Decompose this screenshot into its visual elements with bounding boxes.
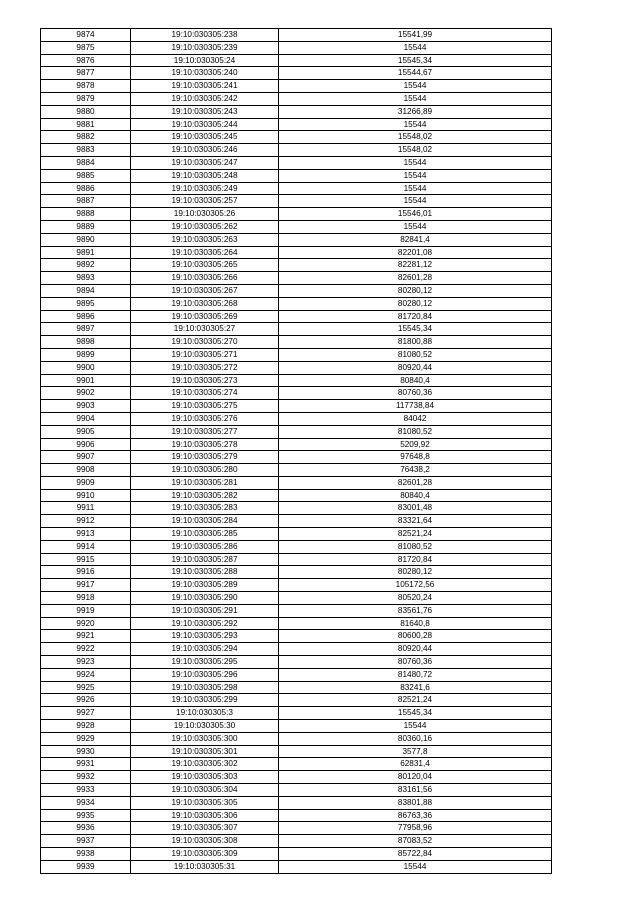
- cadastral-number-cell: 19:10:030305:257: [131, 195, 279, 208]
- cadastral-number-cell: 19:10:030305:303: [131, 771, 279, 784]
- table-row: [41, 246, 552, 259]
- value-cell: 82601,28: [279, 476, 552, 489]
- cadastral-number-cell: 19:10:030305:241: [131, 80, 279, 93]
- cadastral-number-cell: 19:10:030305:280: [131, 464, 279, 477]
- row-number-cell: 9905: [41, 425, 131, 438]
- table-row: [41, 195, 552, 208]
- value-cell: 15544: [279, 80, 552, 93]
- row-number-cell: 9909: [41, 476, 131, 489]
- row-number-cell: 9882: [41, 131, 131, 144]
- table-body: [41, 29, 552, 874]
- value-cell: 80760,36: [279, 387, 552, 400]
- row-number-cell: 9939: [41, 860, 131, 873]
- table-row: [41, 272, 552, 285]
- cadastral-number-cell: 19:10:030305:284: [131, 515, 279, 528]
- value-cell: 80280,12: [279, 297, 552, 310]
- table-row: [41, 758, 552, 771]
- row-number-cell: 9914: [41, 540, 131, 553]
- value-cell: 15544: [279, 220, 552, 233]
- cadastral-number-cell: 19:10:030305:249: [131, 182, 279, 195]
- cadastral-number-cell: 19:10:030305:274: [131, 387, 279, 400]
- value-cell: 80920,44: [279, 361, 552, 374]
- row-number-cell: 9904: [41, 412, 131, 425]
- cadastral-number-cell: 19:10:030305:277: [131, 425, 279, 438]
- row-number-cell: 9896: [41, 310, 131, 323]
- cadastral-number-cell: 19:10:030305:306: [131, 809, 279, 822]
- table-row: [41, 617, 552, 630]
- table-row: [41, 67, 552, 80]
- row-number-cell: 9876: [41, 54, 131, 67]
- cadastral-number-cell: 19:10:030305:290: [131, 592, 279, 605]
- value-cell: 15544: [279, 720, 552, 733]
- table-row: [41, 118, 552, 131]
- cadastral-number-cell: 19:10:030305:242: [131, 92, 279, 105]
- row-number-cell: 9874: [41, 29, 131, 42]
- table-row: [41, 220, 552, 233]
- value-cell: 80920,44: [279, 643, 552, 656]
- value-cell: 105172,56: [279, 579, 552, 592]
- value-cell: 82281,12: [279, 259, 552, 272]
- row-number-cell: 9880: [41, 105, 131, 118]
- row-number-cell: 9916: [41, 566, 131, 579]
- table-row: [41, 515, 552, 528]
- table-row: [41, 732, 552, 745]
- document-page: [40, 28, 551, 874]
- cadastral-number-cell: 19:10:030305:269: [131, 310, 279, 323]
- cadastral-number-cell: 19:10:030305:24: [131, 54, 279, 67]
- table-row: [41, 438, 552, 451]
- row-number-cell: 9875: [41, 41, 131, 54]
- row-number-cell: 9877: [41, 67, 131, 80]
- cadastral-number-cell: 19:10:030305:308: [131, 835, 279, 848]
- value-cell: 80280,12: [279, 566, 552, 579]
- row-number-cell: 9910: [41, 489, 131, 502]
- row-number-cell: 9923: [41, 656, 131, 669]
- cadastral-number-cell: 19:10:030305:267: [131, 284, 279, 297]
- row-number-cell: 9900: [41, 361, 131, 374]
- table-row: [41, 336, 552, 349]
- row-number-cell: 9899: [41, 348, 131, 361]
- row-number-cell: 9915: [41, 553, 131, 566]
- row-number-cell: 9932: [41, 771, 131, 784]
- cadastral-number-cell: 19:10:030305:307: [131, 822, 279, 835]
- cadastral-number-cell: 19:10:030305:271: [131, 348, 279, 361]
- table-row: [41, 630, 552, 643]
- row-number-cell: 9918: [41, 592, 131, 605]
- row-number-cell: 9881: [41, 118, 131, 131]
- table-row: [41, 80, 552, 93]
- table-row: [41, 233, 552, 246]
- row-number-cell: 9897: [41, 323, 131, 336]
- cadastral-number-cell: 19:10:030305:247: [131, 156, 279, 169]
- value-cell: 80840,4: [279, 489, 552, 502]
- row-number-cell: 9924: [41, 668, 131, 681]
- value-cell: 80760,36: [279, 656, 552, 669]
- table-row: [41, 412, 552, 425]
- row-number-cell: 9913: [41, 528, 131, 541]
- table-row: [41, 208, 552, 221]
- cadastral-number-cell: 19:10:030305:293: [131, 630, 279, 643]
- cadastral-number-cell: 19:10:030305:263: [131, 233, 279, 246]
- table-row: [41, 771, 552, 784]
- value-cell: 15544: [279, 182, 552, 195]
- row-number-cell: 9917: [41, 579, 131, 592]
- cadastral-number-cell: 19:10:030305:243: [131, 105, 279, 118]
- table-row: [41, 860, 552, 873]
- row-number-cell: 9922: [41, 643, 131, 656]
- cadastral-number-cell: 19:10:030305:304: [131, 784, 279, 797]
- row-number-cell: 9920: [41, 617, 131, 630]
- value-cell: 87083,52: [279, 835, 552, 848]
- cadastral-number-cell: 19:10:030305:27: [131, 323, 279, 336]
- cadastral-number-cell: 19:10:030305:246: [131, 144, 279, 157]
- cadastral-number-cell: 19:10:030305:272: [131, 361, 279, 374]
- value-cell: 84042: [279, 412, 552, 425]
- table-row: [41, 604, 552, 617]
- table-row: [41, 809, 552, 822]
- row-number-cell: 9887: [41, 195, 131, 208]
- cadastral-number-cell: 19:10:030305:283: [131, 502, 279, 515]
- row-number-cell: 9930: [41, 745, 131, 758]
- table-row: [41, 400, 552, 413]
- value-cell: 15545,34: [279, 54, 552, 67]
- table-row: [41, 284, 552, 297]
- cadastral-number-cell: 19:10:030305:270: [131, 336, 279, 349]
- row-number-cell: 9898: [41, 336, 131, 349]
- row-number-cell: 9891: [41, 246, 131, 259]
- cadastral-number-cell: 19:10:030305:300: [131, 732, 279, 745]
- cadastral-number-cell: 19:10:030305:31: [131, 860, 279, 873]
- cadastral-number-cell: 19:10:030305:309: [131, 848, 279, 861]
- row-number-cell: 9907: [41, 451, 131, 464]
- cadastral-number-cell: 19:10:030305:291: [131, 604, 279, 617]
- cadastral-number-cell: 19:10:030305:240: [131, 67, 279, 80]
- value-cell: 85722,84: [279, 848, 552, 861]
- row-number-cell: 9889: [41, 220, 131, 233]
- data-table: [40, 28, 552, 874]
- value-cell: 15541,99: [279, 29, 552, 42]
- row-number-cell: 9927: [41, 707, 131, 720]
- row-number-cell: 9890: [41, 233, 131, 246]
- value-cell: 81800,88: [279, 336, 552, 349]
- row-number-cell: 9912: [41, 515, 131, 528]
- row-number-cell: 9894: [41, 284, 131, 297]
- cadastral-number-cell: 19:10:030305:265: [131, 259, 279, 272]
- row-number-cell: 9906: [41, 438, 131, 451]
- row-number-cell: 9888: [41, 208, 131, 221]
- row-number-cell: 9938: [41, 848, 131, 861]
- table-row: [41, 579, 552, 592]
- row-number-cell: 9929: [41, 732, 131, 745]
- table-row: [41, 489, 552, 502]
- value-cell: 15548,02: [279, 144, 552, 157]
- value-cell: 81080,52: [279, 425, 552, 438]
- value-cell: 15544: [279, 118, 552, 131]
- cadastral-number-cell: 19:10:030305:289: [131, 579, 279, 592]
- cadastral-number-cell: 19:10:030305:278: [131, 438, 279, 451]
- row-number-cell: 9919: [41, 604, 131, 617]
- value-cell: 15544,67: [279, 67, 552, 80]
- row-number-cell: 9934: [41, 796, 131, 809]
- table-row: [41, 464, 552, 477]
- value-cell: 15545,34: [279, 707, 552, 720]
- value-cell: 80840,4: [279, 374, 552, 387]
- value-cell: 15544: [279, 860, 552, 873]
- value-cell: 83001,48: [279, 502, 552, 515]
- table-row: [41, 553, 552, 566]
- table-row: [41, 131, 552, 144]
- table-row: [41, 169, 552, 182]
- row-number-cell: 9911: [41, 502, 131, 515]
- cadastral-number-cell: 19:10:030305:282: [131, 489, 279, 502]
- cadastral-number-cell: 19:10:030305:30: [131, 720, 279, 733]
- cadastral-number-cell: 19:10:030305:302: [131, 758, 279, 771]
- table-row: [41, 29, 552, 42]
- cadastral-number-cell: 19:10:030305:287: [131, 553, 279, 566]
- value-cell: 83241,6: [279, 681, 552, 694]
- table-row: [41, 848, 552, 861]
- value-cell: 80520,24: [279, 592, 552, 605]
- cadastral-number-cell: 19:10:030305:295: [131, 656, 279, 669]
- row-number-cell: 9879: [41, 92, 131, 105]
- row-number-cell: 9903: [41, 400, 131, 413]
- table-row: [41, 425, 552, 438]
- cadastral-number-cell: 19:10:030305:266: [131, 272, 279, 285]
- value-cell: 76438,2: [279, 464, 552, 477]
- value-cell: 81480,72: [279, 668, 552, 681]
- table-row: [41, 566, 552, 579]
- cadastral-number-cell: 19:10:030305:294: [131, 643, 279, 656]
- value-cell: 77958,96: [279, 822, 552, 835]
- table-row: [41, 720, 552, 733]
- cadastral-number-cell: 19:10:030305:301: [131, 745, 279, 758]
- value-cell: 83561,76: [279, 604, 552, 617]
- table-row: [41, 156, 552, 169]
- value-cell: 81720,84: [279, 553, 552, 566]
- cadastral-number-cell: 19:10:030305:298: [131, 681, 279, 694]
- table-row: [41, 643, 552, 656]
- value-cell: 3577,8: [279, 745, 552, 758]
- table-row: [41, 502, 552, 515]
- row-number-cell: 9884: [41, 156, 131, 169]
- value-cell: 83161,56: [279, 784, 552, 797]
- value-cell: 15545,34: [279, 323, 552, 336]
- value-cell: 82521,24: [279, 528, 552, 541]
- row-number-cell: 9935: [41, 809, 131, 822]
- cadastral-number-cell: 19:10:030305:299: [131, 694, 279, 707]
- row-number-cell: 9901: [41, 374, 131, 387]
- row-number-cell: 9931: [41, 758, 131, 771]
- cadastral-number-cell: 19:10:030305:273: [131, 374, 279, 387]
- table-row: [41, 592, 552, 605]
- value-cell: 82841,4: [279, 233, 552, 246]
- value-cell: 15546,01: [279, 208, 552, 221]
- cadastral-number-cell: 19:10:030305:26: [131, 208, 279, 221]
- cadastral-number-cell: 19:10:030305:276: [131, 412, 279, 425]
- table-row: [41, 476, 552, 489]
- value-cell: 83801,88: [279, 796, 552, 809]
- value-cell: 82201,08: [279, 246, 552, 259]
- row-number-cell: 9883: [41, 144, 131, 157]
- value-cell: 82601,28: [279, 272, 552, 285]
- table-row: [41, 387, 552, 400]
- row-number-cell: 9926: [41, 694, 131, 707]
- value-cell: 81080,52: [279, 348, 552, 361]
- cadastral-number-cell: 19:10:030305:245: [131, 131, 279, 144]
- cadastral-number-cell: 19:10:030305:239: [131, 41, 279, 54]
- table-row: [41, 323, 552, 336]
- value-cell: 97648,8: [279, 451, 552, 464]
- table-row: [41, 707, 552, 720]
- value-cell: 15544: [279, 41, 552, 54]
- table-row: [41, 540, 552, 553]
- row-number-cell: 9893: [41, 272, 131, 285]
- table-row: [41, 451, 552, 464]
- row-number-cell: 9921: [41, 630, 131, 643]
- table-row: [41, 182, 552, 195]
- value-cell: 81080,52: [279, 540, 552, 553]
- cadastral-number-cell: 19:10:030305:286: [131, 540, 279, 553]
- value-cell: 81640,8: [279, 617, 552, 630]
- cadastral-number-cell: 19:10:030305:248: [131, 169, 279, 182]
- cadastral-number-cell: 19:10:030305:244: [131, 118, 279, 131]
- cadastral-number-cell: 19:10:030305:292: [131, 617, 279, 630]
- value-cell: 15544: [279, 92, 552, 105]
- table-row: [41, 297, 552, 310]
- value-cell: 82521,24: [279, 694, 552, 707]
- table-row: [41, 784, 552, 797]
- cadastral-number-cell: 19:10:030305:238: [131, 29, 279, 42]
- cadastral-number-cell: 19:10:030305:305: [131, 796, 279, 809]
- table-row: [41, 92, 552, 105]
- value-cell: 80120,04: [279, 771, 552, 784]
- table-row: [41, 259, 552, 272]
- row-number-cell: 9933: [41, 784, 131, 797]
- cadastral-number-cell: 19:10:030305:264: [131, 246, 279, 259]
- cadastral-number-cell: 19:10:030305:3: [131, 707, 279, 720]
- cadastral-number-cell: 19:10:030305:275: [131, 400, 279, 413]
- value-cell: 15544: [279, 156, 552, 169]
- table-row: [41, 694, 552, 707]
- table-row: [41, 668, 552, 681]
- cadastral-number-cell: 19:10:030305:296: [131, 668, 279, 681]
- table-row: [41, 656, 552, 669]
- value-cell: 5209,92: [279, 438, 552, 451]
- table-row: [41, 796, 552, 809]
- table-row: [41, 105, 552, 118]
- row-number-cell: 9886: [41, 182, 131, 195]
- row-number-cell: 9895: [41, 297, 131, 310]
- value-cell: 80600,28: [279, 630, 552, 643]
- cadastral-number-cell: 19:10:030305:262: [131, 220, 279, 233]
- row-number-cell: 9908: [41, 464, 131, 477]
- table-row: [41, 835, 552, 848]
- value-cell: 62831,4: [279, 758, 552, 771]
- cadastral-number-cell: 19:10:030305:288: [131, 566, 279, 579]
- table-row: [41, 54, 552, 67]
- value-cell: 81720,84: [279, 310, 552, 323]
- table-row: [41, 528, 552, 541]
- value-cell: 83321,64: [279, 515, 552, 528]
- value-cell: 117738,84: [279, 400, 552, 413]
- table-row: [41, 822, 552, 835]
- row-number-cell: 9902: [41, 387, 131, 400]
- value-cell: 80360,16: [279, 732, 552, 745]
- row-number-cell: 9928: [41, 720, 131, 733]
- table-row: [41, 374, 552, 387]
- table-row: [41, 144, 552, 157]
- value-cell: 80280,12: [279, 284, 552, 297]
- table-row: [41, 361, 552, 374]
- table-row: [41, 310, 552, 323]
- table-row: [41, 348, 552, 361]
- value-cell: 15548,02: [279, 131, 552, 144]
- row-number-cell: 9892: [41, 259, 131, 272]
- cadastral-number-cell: 19:10:030305:268: [131, 297, 279, 310]
- cadastral-number-cell: 19:10:030305:279: [131, 451, 279, 464]
- row-number-cell: 9937: [41, 835, 131, 848]
- table-row: [41, 681, 552, 694]
- value-cell: 31266,89: [279, 105, 552, 118]
- row-number-cell: 9885: [41, 169, 131, 182]
- row-number-cell: 9936: [41, 822, 131, 835]
- cadastral-number-cell: 19:10:030305:281: [131, 476, 279, 489]
- row-number-cell: 9925: [41, 681, 131, 694]
- value-cell: 15544: [279, 195, 552, 208]
- table-row: [41, 745, 552, 758]
- value-cell: 15544: [279, 169, 552, 182]
- cadastral-number-cell: 19:10:030305:285: [131, 528, 279, 541]
- table-row: [41, 41, 552, 54]
- value-cell: 86763,36: [279, 809, 552, 822]
- row-number-cell: 9878: [41, 80, 131, 93]
